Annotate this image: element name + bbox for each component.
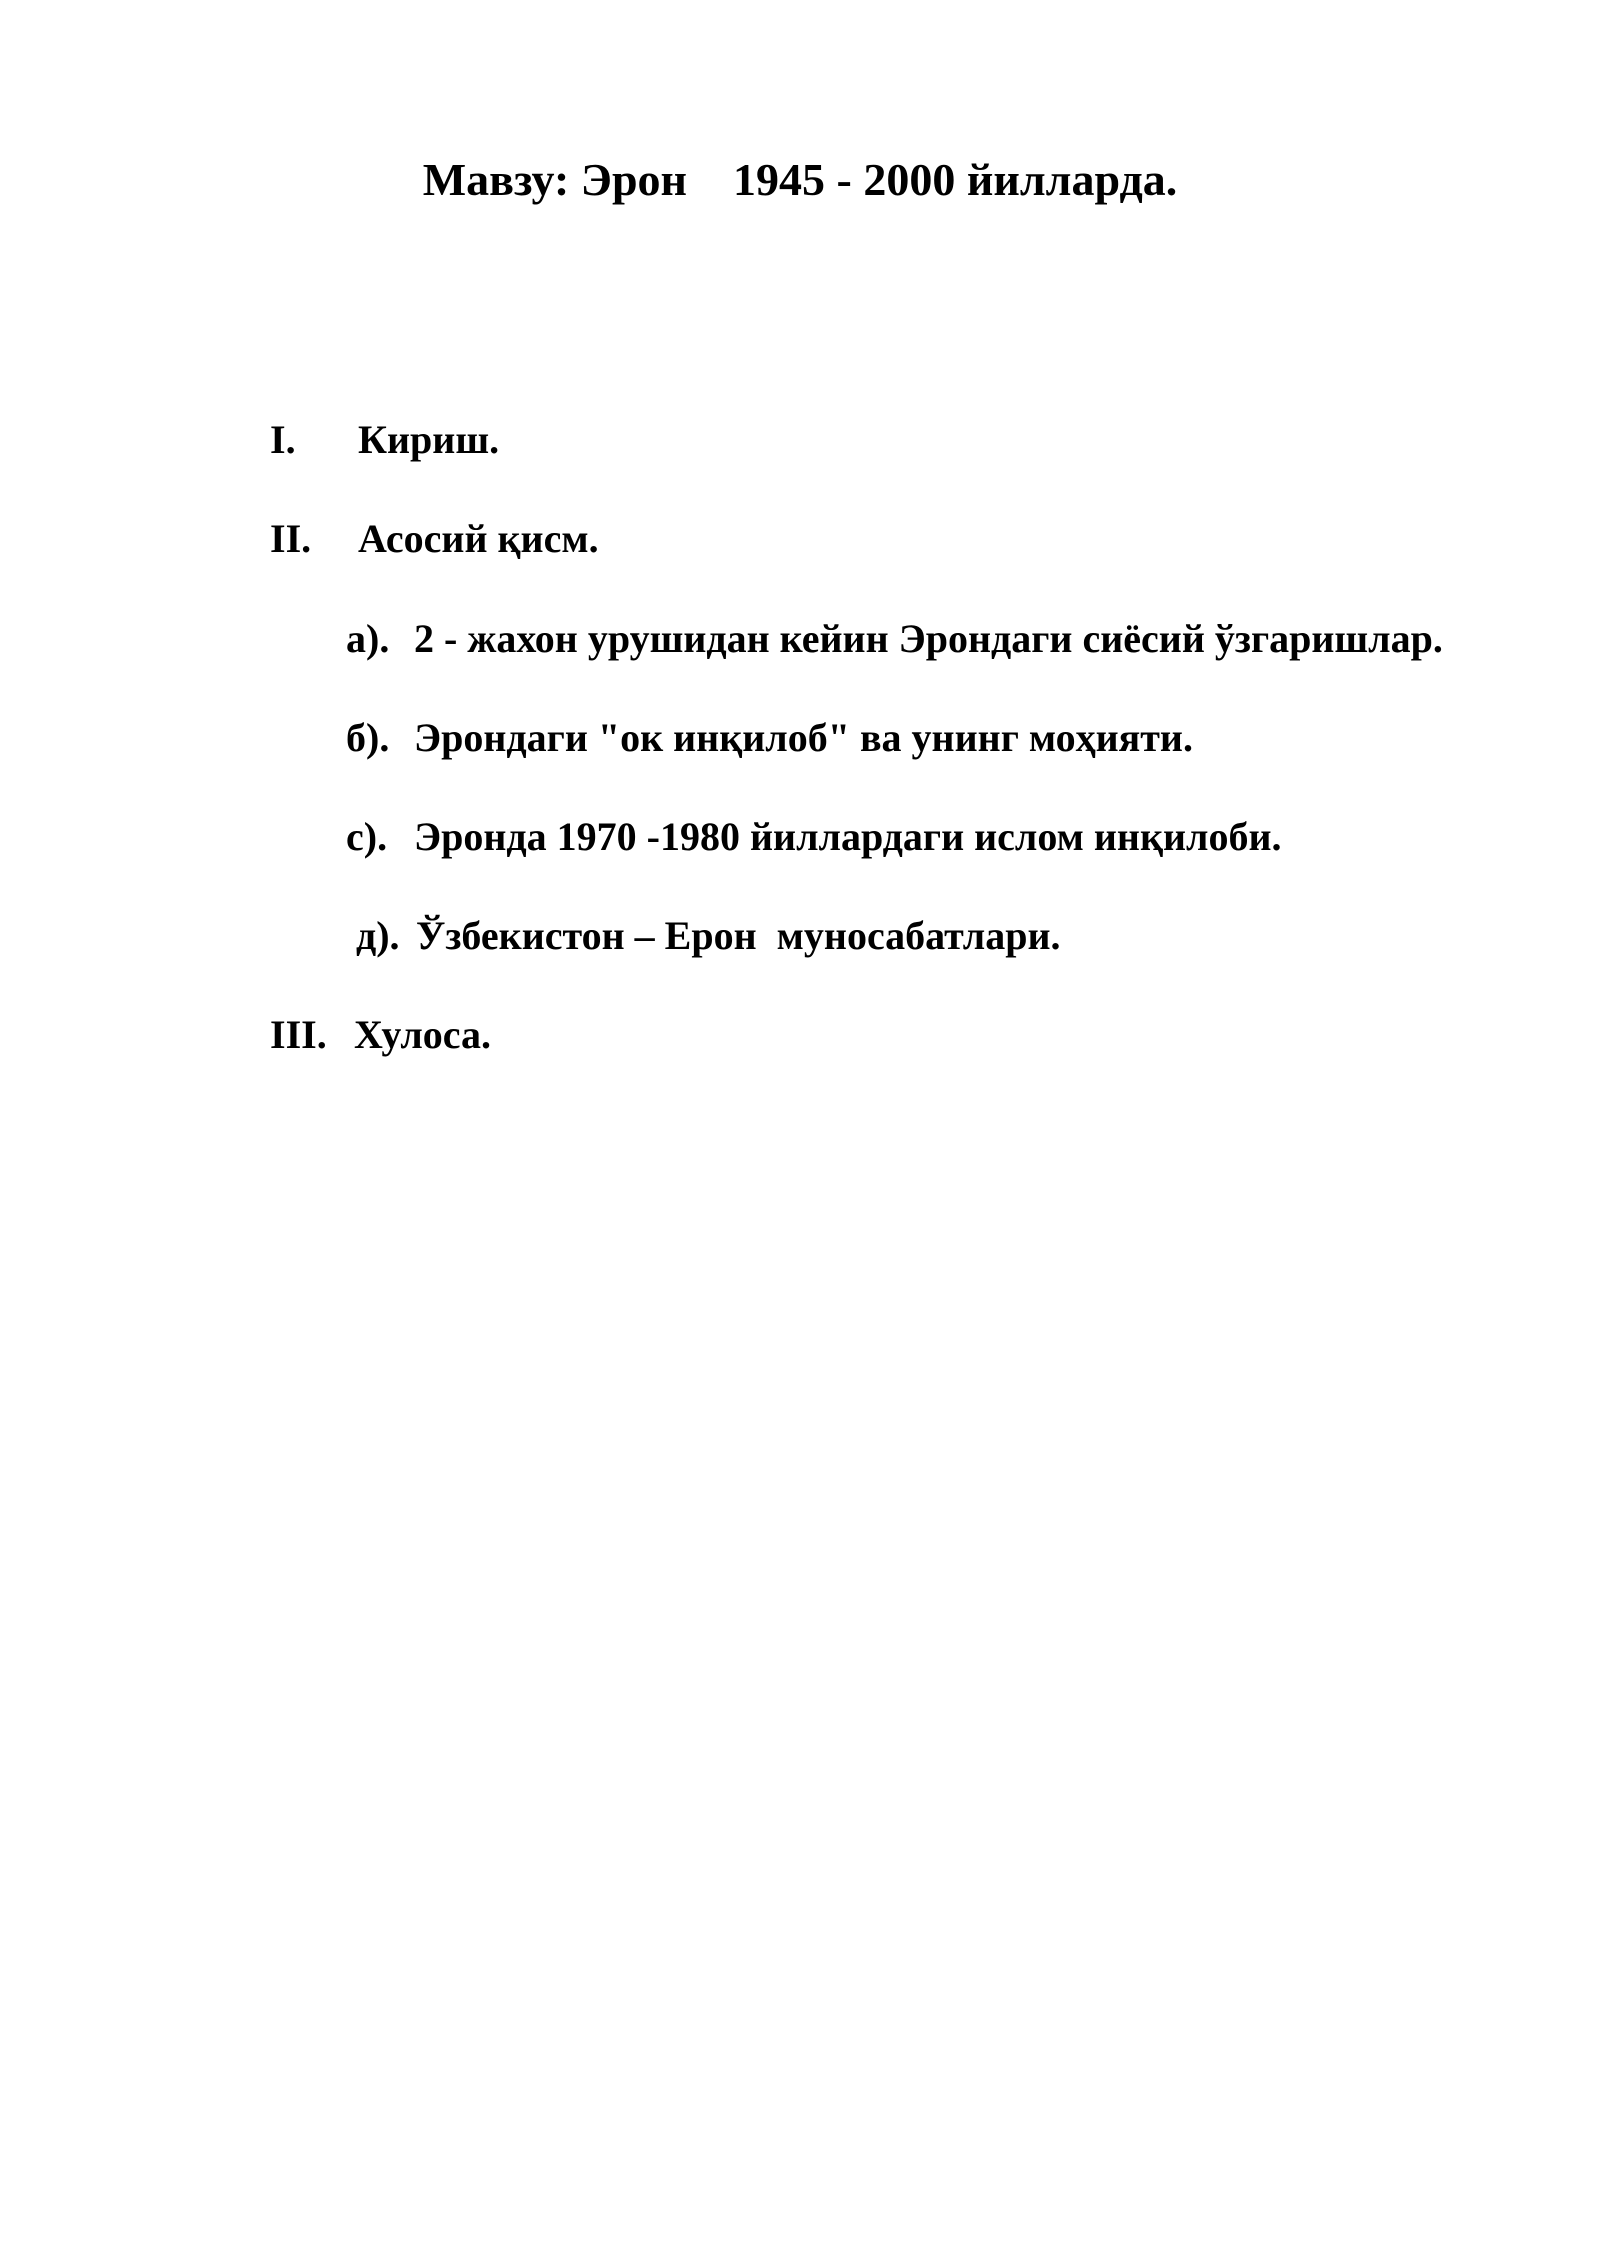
section-heading: Хулоса.	[354, 1012, 492, 1057]
subsection-text: Эрондаги "ок инқилоб" ва унинг моҳияти.	[414, 715, 1193, 760]
outline-section-conclusion	[230, 960, 491, 1110]
section-heading: Асосий қисм.	[358, 516, 599, 561]
subsection-marker: с).	[346, 814, 388, 859]
subsection-marker: д).	[356, 913, 400, 958]
subsection-marker: а).	[346, 616, 390, 661]
subsection-text: Ўзбекистон – Ерон муносабатлари.	[416, 913, 1061, 958]
section-numeral: I.	[270, 417, 296, 462]
section-numeral: II.	[270, 516, 312, 561]
subsection-text: Эронда 1970 -1980 йиллардаги ислом инқилоби.	[414, 814, 1282, 859]
section-numeral: III.	[270, 1012, 327, 1057]
subsection-marker: б).	[346, 715, 390, 760]
subsection-text: 2 - жахон урушидан кейин Эрондаги сиёсий ўзгаришлар.	[414, 616, 1443, 661]
section-heading: Кириш.	[358, 417, 500, 462]
document-title: Мавзу: Эрон 1945 - 2000 йилларда.	[422, 154, 1178, 205]
